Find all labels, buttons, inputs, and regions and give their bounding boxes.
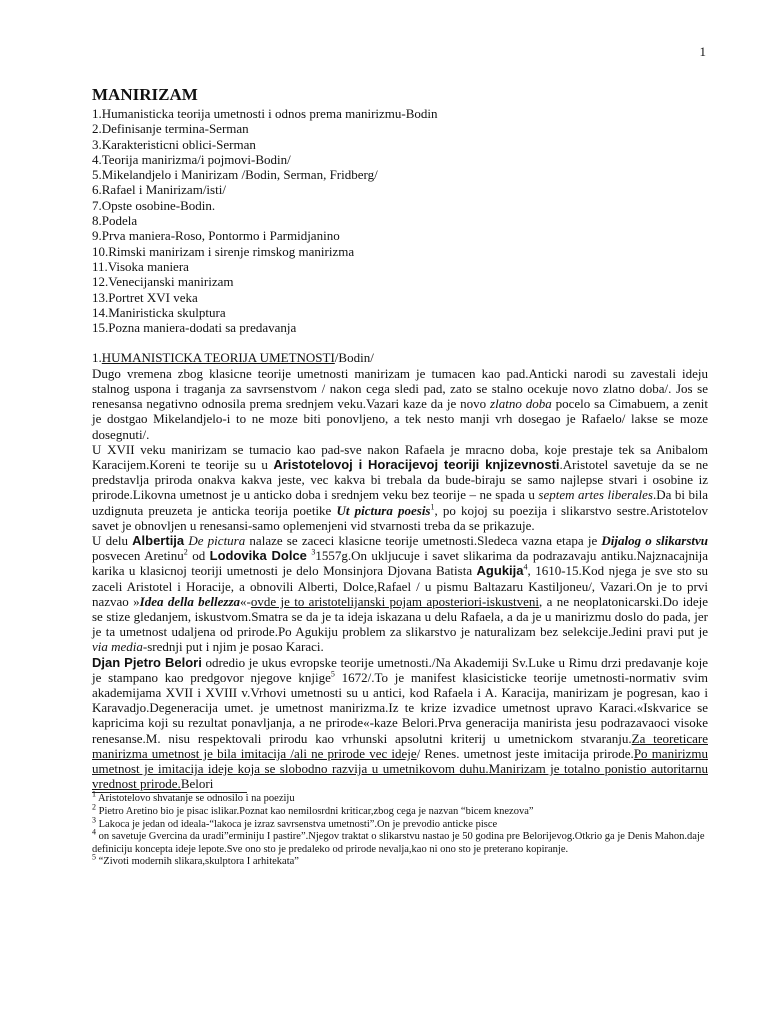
paragraph-2: U XVII veku manirizam se tumacio kao pad-sve nakon Rafaela je mracno doba, koje prestaje tek sa Anibalom Karacijem.Koreni te teorije su u Aristotelovoj i Horacijevoj teoriji knjizevnosti.Aristotel savetuje da se ne predstavlja priroda onakva kakva jeste, vec kakva bi trebala da bude-biraju se samo najlepse stvari i osobine iz prirode.Likovna umetnost je u anticko doba i srednjem veku bez teorije – ne spada u septem artes liberales.Da bi bila uzdignuta preuzeta je anticka teorija poetike Ut pictura poesis$^1$, po kojoj su poezija i slikarstvo sestre.Aristotelov savet je obnovljen u renesansi-samo oplemenjeni vid stvarnosti treba da se prikazuje.	[92, 441, 709, 533]
section-heading: 1.HUMANISTICKA TEORIJA UMETNOSTI/Bodin/	[92, 350, 374, 366]
toc-item: 6.Rafael i Manirizam/isti/	[92, 182, 226, 198]
paragraph-3: U delu Albertija De pictura nalaze se zaceci klasicne teorije umetnosti.Sledeca vazna etapa je Dijalog o slikarstvu posvecen Aretinu$^2$ od Lodovika Dolce $^3$1557g.On ukljucuje i savet slikarima da podrazavaju antiku.Najznacajnija karika u klasicnoj teoriji umetnosti je delo Monsinjora Djovana Batista Agukija$^4$, 1610-15.Kod njega je sve sto su zaceli Aristotel i Horacije, a obnovili Alberti, Dolce,Rafael / u pismu Baltazaru Kastiljoneu/, Vazari.On je to prvi nazvao »Idea della bellezza«-ovde je to aristotelijanski pojam aposteriori-iskustveni, a ne neoplatonicarski.Do ideje se stize gledanjem, iskustvom.Smatra se da je ta ideja iskazana u delu Rafaela, a da je u manirizmu doslo do pada, jer je ta umetnost udaljena od prirode.Po Agukiju problem za slikarstvo je naturalizam bez selekcije.Jedini pravi put je via media-srednji put i njim je posao Karaci.	[92, 532, 709, 655]
toc-item: 5.Mikelandjelo i Manirizam /Bodin, Serman, Fridberg/	[92, 167, 378, 183]
toc-item: 14.Maniristicka skulptura	[92, 304, 226, 320]
toc-item: 3.Karakteristicni oblici-Serman	[92, 136, 256, 152]
page-number: 1	[699, 44, 706, 59]
toc-item: 10.Rimski manirizam i sirenje rimskog manirizma	[92, 243, 355, 259]
paragraph-4: Djan Pjetro Belori odredio je ukus evropske teorije umetnosti./Na Akademiji Sv.Luke u Rimu drzi predavanje koje je stampano kao predgovor njegove knjige$^5$ 1672/.To je manifest klasicisticke teorije umetnosti-normativ svim akademijama XVII i XVIII v.Vrhovi umetnosti su u antici, kod Rafaela i A. Karacija, manirizam je pogresan, kao i Karavadjo.Degeneracija umet. je umetnost manirizma.Iz te krize izvadice umetnost upravo Karaci.«Iskvarice se kapricima koji su rezultat ponavljanja, a ne prirode«-kaze Belori.Prva generacija manirista jesu podrazavaoci visoke renesanse.M. nisu respektovali prirodu kao vrhunski apsolutni kriterij u umetnickom stvaranju.Za teoreticare manirizma umetnost je bila imitacija /ali ne prirode vec ideje/ Renes. umetnost jeste imitacija prirode.Po manirizmu umetnost je imitacija ideje koja se slobodno razvija u umetnikovom duhu.Manirizam je totalno ponistio autoritarnu vrednost prirode.Belori	[92, 654, 709, 792]
footnote: $^5$ “Zivoti modernih slikara,skulptora I arhitekata”	[92, 852, 299, 868]
toc-item: 8.Podela	[92, 213, 138, 229]
table-of-contents	[92, 106, 708, 335]
toc-item: 13.Portret XVI veka	[92, 289, 198, 305]
footnote-ref: 5	[330, 669, 335, 679]
toc-item: 11.Visoka maniera	[92, 258, 189, 274]
footnotes	[92, 789, 708, 869]
toc-item: 4.Teorija manirizma/i pojmovi-Bodin/	[92, 151, 291, 167]
toc-item: 1.Humanisticka teorija umetnosti i odnos prema manirizmu-Bodin	[92, 106, 438, 121]
footnote: $^2$ Pietro Aretino bio je pisac islikar.Poznat kao nemilosrdni kriticar,zbog cega je nazvan “bicem knezova”	[92, 802, 534, 818]
footnote-ref: 1	[430, 502, 435, 512]
page-title: MANIRIZAM	[92, 85, 198, 104]
toc-item: 12.Venecijanski manirizam	[92, 274, 234, 290]
footnote-ref: 2	[183, 547, 188, 557]
document-body	[92, 84, 708, 869]
section-title: HUMANISTICKA TEORIJA UMETNOSTI	[101, 350, 335, 366]
toc-item: 9.Prva maniera-Roso, Pontormo i Parmidjanino	[92, 228, 340, 244]
toc-item: 2.Definisanje termina-Serman	[92, 121, 249, 137]
toc-item: 15.Pozna maniera-dodati sa predavanja	[92, 320, 297, 336]
footnote-ref: 4	[523, 563, 528, 573]
footnote: $^4$ on savetuje Gvercina da uradi”erminiju I pastire”.Njegov traktat o slikarstvu nastao je 50 godina pre Belorijevog.Otkrio ga je Denis Mahon.daje definiciju koncepta ideje lepote.Sve ono sto je predaleko od prirode nevalja,kao ni ono sto je preterano kopiranje.	[92, 827, 705, 855]
toc-item: 7.Opste osobine-Bodin.	[92, 197, 216, 213]
paragraph-1: Dugo vremena zbog klasicne teorije umetnosti manirizam je tumacen kao pad.Anticki narodi su zavestali ideju stalnog uspona i traganja za savrsenstvom / nakon cega sledi pad, zato se stalno ocekuje novo zlatno doba/. Jos se renesansa negativno odnosila prema srednjem veku.Vazari kaze da je novo zlatno doba pocelo sa Cimabuem, a zenit je dostgao Mikelandjelo-i to ne moze biti ponovljeno, a tek nesto manji vrh dosegao je Rafaelo/ lakse se moze dosegnuti/.	[92, 365, 708, 442]
footnote: $^3$ Lakoca je jedan od ideala-“lakoca je izraz savrsenstva umetnosti”.On je prevodio anticke pisce	[92, 815, 498, 830]
footnote: $^1$ Aristotelovo shvatanje se odnosilo i na poeziju	[92, 789, 295, 805]
footnote-ref: 3	[311, 547, 316, 557]
